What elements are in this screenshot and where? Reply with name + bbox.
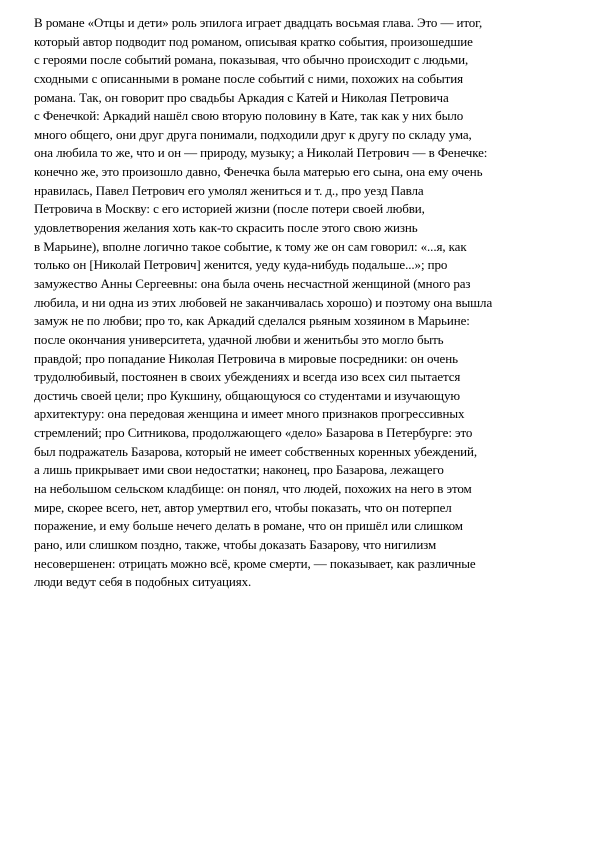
text-line: много общего, они друг друга понимали, подходили друг к другу по складу ума,: [34, 126, 472, 142]
text-line: на небольшом сельском кладбище: он понял, что людей, похожих на него в этом: [34, 481, 472, 497]
text-line: несовершенен: отрицать можно всё, кроме смерти, — показывает, как различные: [34, 555, 476, 571]
text-line: люди ведут себя в подобных ситуациях.: [34, 574, 252, 590]
text-line: трудолюбивый, постоянен в своих убеждениях и всегда изо всех сил пытается: [34, 369, 461, 385]
text-line: который автор подводит под романом, описывая кратко события, произошедшие: [34, 33, 473, 49]
text-line: сходными с описанными в романе после событий с ними, похожих на события: [34, 70, 463, 86]
text-line: конечно же, это произошло давно, Фенечка была матерью его сына, она ему очень: [34, 164, 483, 180]
text-line: поражение, и ему больше нечего делать в романе, что он пришёл или слишком: [34, 518, 463, 534]
text-line: удовлетворения желания хоть как-то скрасить после этого свою жизнь: [34, 220, 418, 236]
text-line: после окончания университета, удачной любви и женитьбы это могло быть: [34, 331, 444, 347]
text-line: а лишь прикрывает ими свои недостатки; наконец, про Базарова, лежащего: [34, 462, 444, 478]
text-line: только он [Николай Петрович] женится, уеду куда-нибудь подальше...»; про: [34, 257, 448, 273]
text-line: нравилась, Павел Петрович его умолял жениться и т. д., про уезд Павла: [34, 182, 424, 198]
text-line: архитектуру: она передовая женщина и имеет много признаков прогрессивных: [34, 406, 465, 422]
text-line: мире, скорее всего, нет, автор умертвил его, чтобы показать, что он потерпел: [34, 499, 452, 515]
text-line: она любила то же, что и он — природу, музыку; а Николай Петрович — в Фенечке:: [34, 145, 488, 161]
text-line: с Фенечкой: Аркадий нашёл свою вторую половину в Кате, так как у них было: [34, 108, 464, 124]
text-line: рано, или слишком поздно, также, чтобы доказать Базарову, что нигилизм: [34, 536, 437, 552]
text-line: любила, и ни одна из этих любовей не заканчивалась хорошо) и поэтому она вышла: [34, 294, 493, 310]
text-line: В романе «Отцы и дети» роль эпилога играет двадцать восьмая глава. Это — итог,: [34, 15, 483, 30]
text-line: с героями после событий романа, показывая, что обычно происходит с людьми,: [34, 52, 469, 68]
text-line: достичь своей цели; про Кукшину, общающуюся со студентами и изучающую: [34, 387, 460, 403]
text-line: в Марьине), вполне логично такое событие, к тому же он сам говорил: «...я, как: [34, 238, 467, 254]
text-line: замужество Анны Сергеевны: она была очень несчастной женщиной (много раз: [34, 275, 471, 291]
text-line: романа. Так, он говорит про свадьбы Аркадия с Катей и Николая Петровича: [34, 89, 449, 105]
text-line: замуж не по любви; про то, как Аркадий сделался рьяным хозяином в Марьине:: [34, 313, 470, 329]
text-line: правдой; про попадание Николая Петровича в мировые посредники: он очень: [34, 350, 458, 366]
text-line: был подражатель Базарова, который не имеет собственных коренных убеждений,: [34, 443, 478, 459]
text-line: стремлений; про Ситникова, продолжающего «дело» Базарова в Петербурге: это: [34, 425, 473, 441]
essay-paragraph: [34, 14, 579, 592]
text-line: Петровича в Москву: с его историей жизни (после потери своей любви,: [34, 201, 425, 217]
